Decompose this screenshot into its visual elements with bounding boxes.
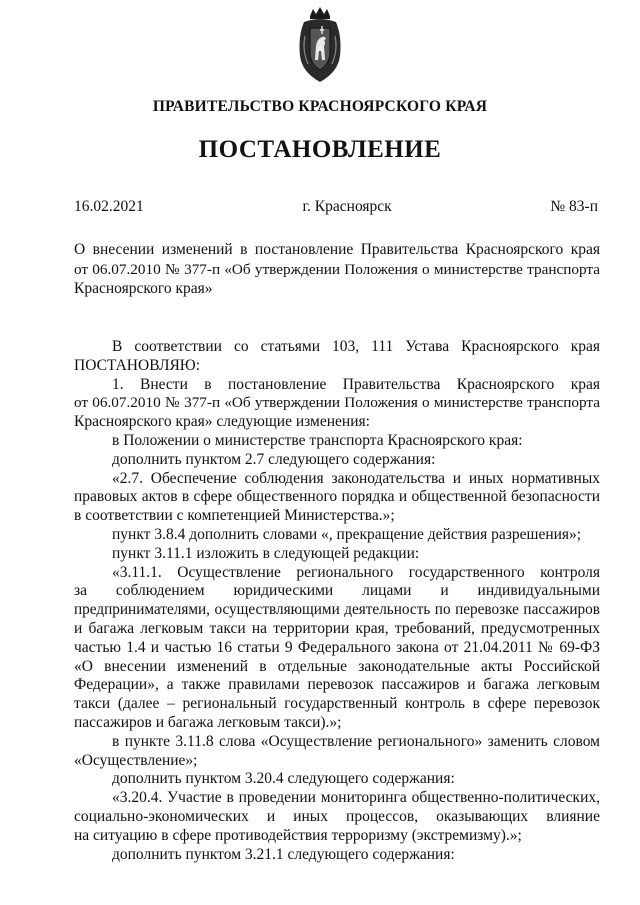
body-line: частью 1.4 и частью 16 статьи 9 Федерального закона от 21.04.2011 № 69-ФЗ (74, 638, 600, 656)
body-line: в Положении о министерстве транспорта Красноярского края: (112, 431, 523, 449)
document-type-title: ПОСТАНОВЛЕНИЕ (198, 136, 442, 163)
body-line: в соответствии с компетенцией Министерства.»; (74, 507, 395, 525)
body-line: В соответствии со статьями 103, 111 Устава Красноярского края (112, 338, 600, 355)
document-number: № 83-п (550, 198, 598, 215)
body-line: «3.11.1. Осуществление регионального государственного контроля (112, 563, 600, 581)
body-line: пассажиров и багажа легковым такси).»; (74, 713, 342, 731)
coat-of-arms-icon (296, 6, 344, 84)
body-line: от 06.07.2010 № 377-п «Об утверждении Положения о министерстве транспорта (74, 394, 600, 412)
document-city: г. Красноярск (302, 198, 392, 215)
subject-line: от 06.07.2010 № 377-п «Об утверждении Положения о министерстве транспорта (74, 260, 600, 278)
body-line: дополнить пунктом 3.20.4 следующего содержания: (112, 770, 455, 788)
body-line: на ситуацию в сфере противодействия терроризму (экстремизму).»; (74, 826, 522, 844)
body-line: 1. Внести в постановление Правительства Красноярского края (112, 375, 600, 393)
body-line: предпринимателями, осуществляющими деятельность по перевозке пассажиров (74, 601, 600, 619)
government-name: ПРАВИТЕЛЬСТВО КРАСНОЯРСКОГО КРАЯ (152, 98, 488, 115)
body-line: «О внесении изменений в отдельные законодательные акты Российской (74, 657, 600, 675)
subject-line: Красноярского края» (74, 280, 213, 297)
body-line: Красноярского края» следующие изменения: (74, 413, 370, 431)
body-line: такси (далее – региональный государственный контроль в сфере перевозок (74, 695, 600, 713)
body-line: за соблюдением юридическими лицами и индивидуальными (74, 582, 600, 600)
document-date: 16.02.2021 (74, 198, 144, 215)
body-line: «2.7. Обеспечение соблюдения законодательства и иных нормативных (112, 469, 600, 487)
body-line: «3.20.4. Участие в проведении мониторинга общественно-политических, (112, 789, 600, 807)
document-meta-row (74, 198, 598, 216)
body-line: социально-экономических и иных процессов, оказывающих влияние (74, 807, 600, 825)
body-line: «Осуществление»; (74, 751, 198, 769)
body-line: пункт 3.8.4 дополнить словами «, прекращение действия разрешения»; (112, 525, 582, 543)
document-body (74, 338, 600, 864)
body-line: Федерации», а также правилами перевозок пассажиров и багажа легковым (74, 676, 600, 694)
body-line: ПОСТАНОВЛЯЮ: (74, 356, 201, 374)
body-line: и багажа легковым такси на территории края, требований, предусмотренных (74, 619, 600, 637)
body-line: дополнить пунктом 3.21.1 следующего содержания: (112, 845, 455, 863)
document-subject (74, 240, 600, 299)
body-line: правовых актов в сфере общественного порядка и общественной безопасности (74, 488, 600, 506)
subject-line: О внесении изменений в постановление Правительства Красноярского края (74, 241, 600, 258)
body-line: в пункте 3.11.8 слова «Осуществление регионального» заменить словом (112, 732, 600, 750)
body-line: пункт 3.11.1 изложить в следующей редакции: (112, 544, 420, 562)
body-line: дополнить пунктом 2.7 следующего содержания: (112, 450, 436, 468)
